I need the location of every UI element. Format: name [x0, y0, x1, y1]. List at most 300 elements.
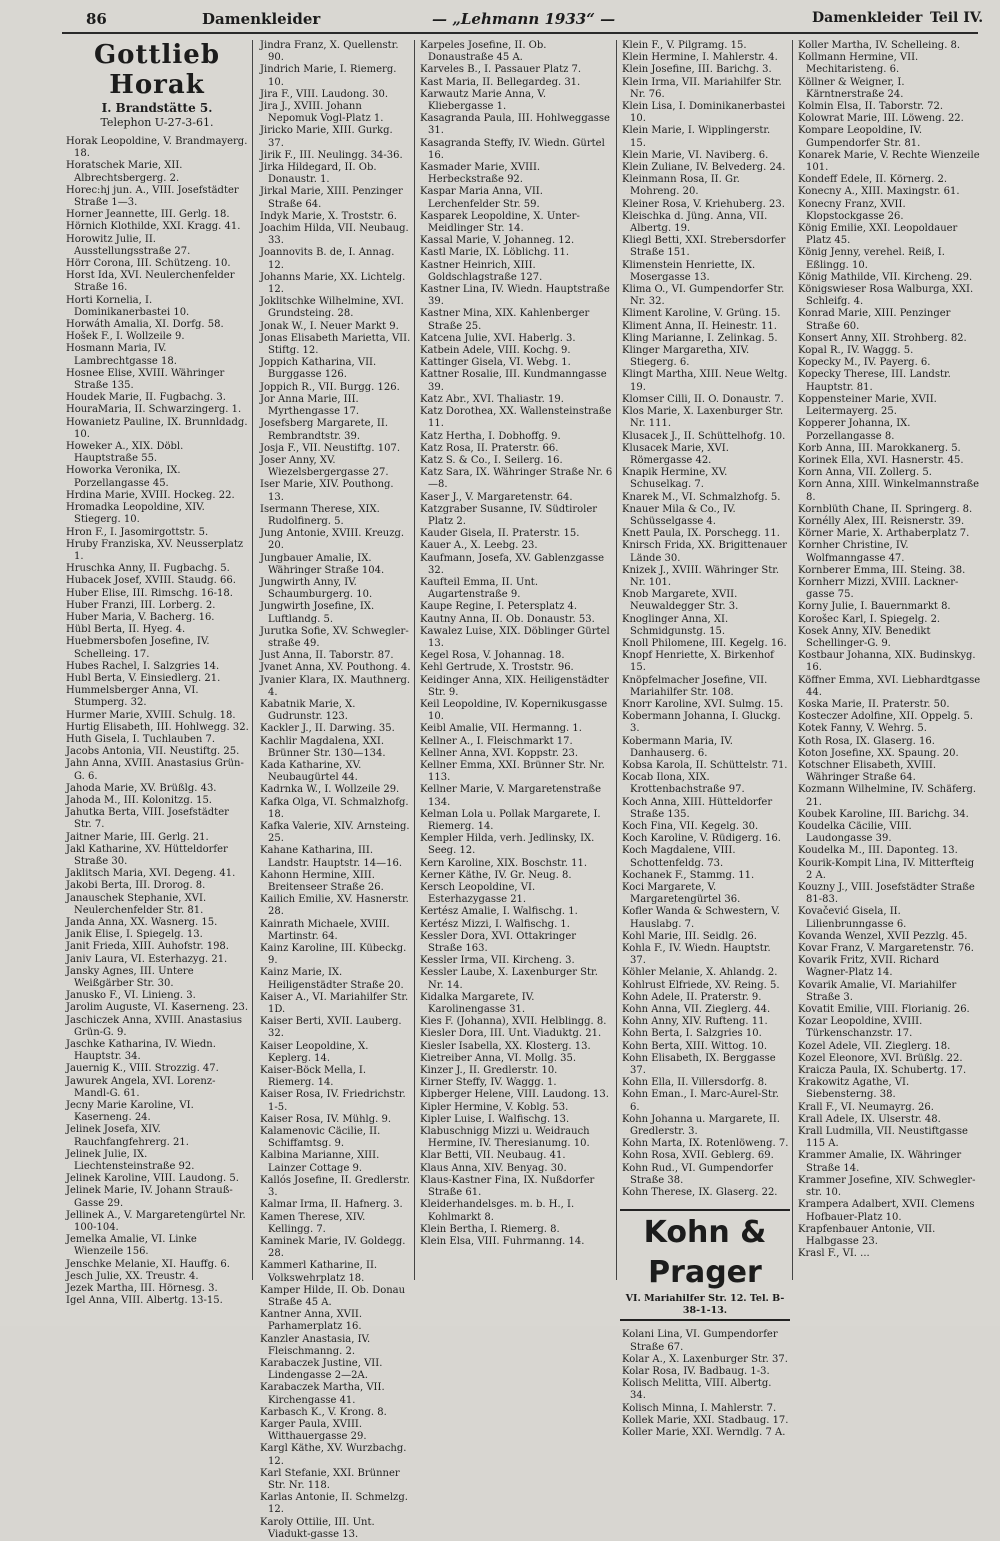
directory-entry: Hubes Rachel, I. Salzgries 14. [66, 660, 220, 672]
directory-entry: Just Anna, II. Taborstr. 87. [260, 650, 394, 662]
directory-entry: Karveles B., I. Passauer Platz 7. [420, 64, 582, 76]
directory-entry: Kada Katharine, XV. Neubaugürtel 44. [260, 759, 362, 784]
directory-entry: Kofler Wanda & Schwestern, V. Hauslabg. 7. [622, 906, 780, 930]
directory-entry: Jacobs Antonia, VII. Neustiftg. 25. [66, 746, 240, 758]
directory-entry: Jemelka Amalie, VI. Linke Wienzeile 156. [66, 1234, 197, 1258]
directory-entry: Kasparek Leopoldine, X. Unter-Meidlinger Str. 14. [420, 210, 580, 235]
directory-entry: König Jenny, verehel. Reiß, I. Eßlingg. 10. [798, 247, 945, 271]
directory-entry: Huber Franzi, III. Lorberg. 2. [66, 599, 216, 611]
directory-entry: Kast Maria, II. Bellegardeg. 31. [420, 76, 581, 88]
directory-entry: Kasmader Marie, XVIII. Herbeckstraße 92. [420, 162, 541, 186]
directory-entry: Kovar Franz, V. Margaretenstr. 76. [798, 943, 974, 955]
page-number: 86 [86, 10, 107, 28]
directory-entry: Kallós Josefine, II. Gredlerstr. 3. [260, 1174, 410, 1199]
directory-entry: Kern Karoline, XIX. Boschstr. 11. [420, 857, 588, 869]
directory-entry: Jindra Franz, X. Quellenstr. 90. [260, 40, 399, 64]
directory-entry: Klein Lisa, I. Dominikanerbastei 10. [622, 101, 786, 125]
directory-entry: Jenschke Melanie, XI. Hauffg. 6. [66, 1258, 230, 1270]
directory-entry: Jung Antonie, XVIII. Kreuzg. 20. [260, 528, 405, 552]
directory-entry: Horner Jeannette, III. Gerlg. 18. [66, 209, 230, 221]
directory-entry: Joser Anny, XV. Wiezelsbergergasse 27. [260, 454, 389, 479]
directory-entry: Krall Ludmilla, VII. Neustiftgasse 115 A. [798, 1126, 968, 1150]
directory-entry: Koci Margarete, V. Margaretengürtel 36. [622, 882, 741, 906]
directory-entry: Keil Leopoldine, IV. Kopernikusgasse 10. [420, 698, 608, 723]
directory-entry: Jauernig K., VIII. Strozzig. 47. [66, 1063, 219, 1075]
directory-entry: Josefsberg Margarete, II. Rembrandtstr. 39. [260, 418, 389, 442]
directory-entry: Kollmann Hermine, VII. Mechitaristeng. 6. [798, 52, 919, 76]
directory-entry: Kassal Marie, V. Johanneg. 12. [420, 235, 575, 247]
directory-entry: Kondeff Edele, II. Körnerg. 2. [798, 174, 948, 186]
directory-entry: Karger Paula, XVIII. Witthauergasse 29. [260, 1418, 367, 1443]
directory-entry: Krammer Josefine, XIV. Schwegler-str. 10. [798, 1174, 976, 1199]
directory-entry: Klingt Martha, XIII. Neue Weltg. 19. [622, 369, 788, 393]
directory-entry: Horowitz Julie, II. Ausstellungsstraße 27. [66, 233, 191, 257]
directory-entry: Klomser Cilli, II. O. Donaustr. 7. [622, 393, 784, 405]
directory-entry: Köllner & Weigner, I. Kärntnerstraße 24. [798, 76, 905, 100]
directory-entry: Kozel Eleonore, XVI. Brüßlg. 22. [798, 1052, 963, 1064]
directory-entry: Konecny A., XIII. Maxingstr. 61. [798, 186, 960, 198]
directory-entry: Kleinmann Rosa, II. Gr. Mohreng. 20. [622, 174, 740, 198]
directory-entry: Janauschek Stephanie, XVI. Neulerchenfelder Str. 81. [66, 892, 207, 916]
directory-entry: Kies F. (Johanna), XVII. Helblingg. 8. [420, 1016, 607, 1028]
directory-entry: Hosnee Elise, XVIII. Währinger Straße 135. [66, 367, 225, 392]
directory-entry: Koch Anna, XIII. Hütteldorfer Straße 135. [622, 796, 773, 820]
column-5 [794, 40, 984, 1280]
directory-entry: Jellinek A., V. Margaretengürtel Nr. 100-104. [66, 1209, 246, 1234]
directory-entry: Kantner Anna, XVII. Parhamerplatz 16. [260, 1309, 363, 1333]
directory-entry: Knöpfelmacher Josefine, VII. Mariahilfer Str. 108. [622, 674, 768, 698]
header-center-title: — „Lehmann 1933“ — [432, 10, 616, 28]
advertisement-kohn-prager [620, 1209, 790, 1321]
directory-entry: Kleiner Rosa, V. Kriehuberg. 23. [622, 198, 785, 210]
directory-entry: Karwautz Marie Anna, V. Kliebergasse 1. [420, 88, 546, 113]
directory-entry: Hurtig Elisabeth, III. Hohlwegg. 32. [66, 721, 249, 733]
directory-entry: Jaklitsch Maria, XVI. Degeng. 41. [66, 868, 236, 880]
directory-entry: Jvanet Anna, XV. Pouthong. 4. [260, 662, 411, 674]
directory-entry: Kolmin Elsa, II. Taborstr. 72. [798, 101, 944, 113]
directory-entry: Krall F., VI. Neumayrg. 26. [798, 1101, 934, 1113]
directory-entry: Jungwirth Anny, IV. Schaumburgerg. 10. [260, 576, 373, 601]
entry-list [618, 40, 792, 1199]
directory-entry: Janik Elise, I. Spiegelg. 13. [66, 929, 203, 941]
directory-entry: Krapfenbauer Antonie, VII. Halbgasse 23. [798, 1223, 936, 1247]
directory-entry: Knoglinger Anna, XI. Schmidgunstg. 15. [622, 613, 729, 637]
directory-entry: Kornherr Mizzi, XVIII. Lackner-gasse 75. [798, 576, 959, 601]
directory-entry: Kertész Amalie, I. Walfischg. 1. [420, 906, 578, 918]
directory-entry: Hrdina Marie, XVIII. Hockeg. 22. [66, 489, 235, 501]
directory-entry: Kastner Mina, XIX. Kahlenberger Straße 25. [420, 308, 590, 332]
directory-entry: Katz Rosa, II. Praterstr. 66. [420, 442, 559, 454]
directory-entry: Hromadka Leopoldine, XIV. Stiegerg. 10. [66, 502, 205, 526]
directory-entry: Kidalka Margarete, IV. Karolinengasse 31. [420, 991, 535, 1016]
directory-entry: Koton Josefine, XX. Spaung. 20. [798, 747, 959, 759]
directory-entry: Joppich Katharina, VII. Burggasse 126. [260, 357, 377, 381]
directory-entry: Kohn Adele, II. Praterstr. 9. [622, 991, 762, 1003]
directory-entry: Kahonn Hermine, XIII. Breitenseer Straße 26. [260, 869, 384, 894]
directory-entry: Jarolim Auguste, VI. Kaserneng. 23. [66, 1002, 249, 1014]
directory-entry: Jaschiczek Anna, XVIII. Anastasius Grün-G. 9. [66, 1014, 242, 1038]
directory-entry: Joppich R., VII. Burgg. 126. [260, 381, 400, 393]
directory-entry: Konrad Marie, XIII. Penzinger Straße 60. [798, 308, 951, 332]
directory-entry: Klein Josefine, III. Barichg. 3. [622, 64, 772, 76]
directory-entry: Kaiser Rosa, IV. Mühlg. 9. [260, 1113, 392, 1125]
directory-entry: Knopf Henriette, X. Birkenhof 15. [622, 650, 774, 674]
header-right-title: Damenkleider [812, 10, 923, 26]
directory-entry: Kourik-Kompit Lina, IV. Mitterfteig 2 A. [798, 857, 975, 881]
directory-entry: Katz S. & Co., I. Seilerg. 16. [420, 454, 563, 466]
directory-entry: Kornélly Alex, III. Reisnerstr. 39. [798, 515, 965, 527]
directory-entry: Kietreiber Anna, VI. Mollg. 35. [420, 1052, 577, 1064]
directory-entry: Koudelka Cäcilie, VIII. Laudongasse 39. [798, 821, 912, 845]
directory-entry: Jira J., XVIII. Johann Nepomuk Vogl-Platz 1. [260, 101, 384, 125]
directory-entry: Kainrath Michaele, XVIII. Martinstr. 64. [260, 918, 390, 942]
directory-entry: Jelinek Josefa, XIV. Rauchfangfehrerg. 21. [66, 1124, 189, 1148]
directory-entry: Koska Marie, II. Praterstr. 50. [798, 698, 950, 710]
directory-entry: Hübl Berta, II. Hyeg. 4. [66, 624, 186, 636]
directory-entry: Kammerl Katharine, II. Volkswehrplatz 18. [260, 1260, 378, 1284]
directory-entry: Knob Margarete, XVII. Neuwaldegger Str. 3. [622, 589, 739, 613]
directory-entry: Knizek J., XVIII. Währinger Str. Nr. 101. [622, 564, 780, 588]
directory-entry: Kohn Eman., I. Marc-Aurel-Str. 6. [622, 1089, 779, 1113]
directory-entry: Konarek Marie, V. Rechte Wienzeile 101. [798, 149, 980, 174]
entry-list [416, 40, 616, 1248]
directory-entry: Klein F., V. Pilgramg. 15. [622, 40, 747, 51]
directory-entry: Jelinek Karoline, VIII. Laudong. 5. [66, 1173, 239, 1185]
directory-entry: Klein Bertha, I. Riemerg. 8. [420, 1223, 560, 1235]
directory-entry: Howanietz Pauline, IX. Brunnldadg. 10. [66, 416, 248, 440]
directory-entry: Kobermann Johanna, I. Gluckg. 3. [622, 711, 781, 735]
entry-list [256, 40, 414, 1541]
directory-entry: Karl Stefanie, XXI. Brünner Str. Nr. 118. [260, 1467, 400, 1491]
directory-entry: Kersch Leopoldine, VI. Esterhazygasse 21. [420, 882, 536, 906]
directory-entry: Korinek Ella, XVI. Hasnerstr. 45. [798, 454, 964, 466]
directory-entry: Kovatit Emilie, VIII. Florianig. 26. [798, 1004, 970, 1016]
directory-entry: Kalbina Marianne, XIII. Lainzer Cottage 9. [260, 1150, 380, 1174]
directory-entry: Kipberger Helene, VIII. Laudong. 13. [420, 1089, 609, 1101]
directory-entry: Kellner Emma, XXI. Brünner Str. Nr. 113. [420, 759, 605, 784]
directory-entry: Klein Hermine, I. Mahlerstr. 4. [622, 52, 778, 64]
directory-entry: Jakl Katharine, XV. Hütteldorfer Straße 30. [66, 843, 228, 867]
directory-entry: Kasagranda Paula, III. Hohlweggasse 31. [420, 113, 610, 137]
directory-entry: Kolar A., X. Laxenburger Str. 37. [622, 1353, 788, 1365]
directory-entry: Korošec Karl, I. Spiegelg. 2. [798, 613, 941, 625]
directory-entry: Koch Fina, VII. Kegelg. 30. [622, 821, 759, 832]
directory-entry: Huber Maria, V. Bacherg. 16. [66, 611, 215, 623]
directory-entry: Joachim Hilda, VII. Neubaug. 33. [260, 223, 409, 247]
directory-entry: Kabatnik Marie, X. Gudrunstr. 123. [260, 698, 356, 723]
directory-entry: Katz Hertha, I. Dobhoffg. 9. [420, 430, 561, 442]
directory-entry: Jakobi Berta, III. Drorog. 8. [66, 880, 206, 892]
directory-entry: Katbein Adele, VIII. Kochg. 9. [420, 345, 571, 357]
directory-entry: Kohn Rosa, XVII. Geblerg. 69. [622, 1150, 774, 1162]
directory-entry: Keidinger Anna, XIX. Heiligenstädter Str. 9. [420, 674, 609, 698]
directory-entry: Katz Abr., XVI. Thaliastr. 19. [420, 393, 564, 405]
directory-entry: Karabaczek Justine, VII. Lindengasse 2—2A. [260, 1357, 383, 1382]
advertisement-gottlieb-horak [64, 40, 250, 130]
directory-entry: Kaiser-Böck Mella, I. Riemerg. 14. [260, 1065, 367, 1089]
directory-entry: Krall Adele, IX. Ulserstr. 48. [798, 1113, 941, 1125]
directory-entry: Knett Paula, IX. Porschegg. 11. [622, 528, 780, 540]
ad-phone: Telephon U-27-3-61. [100, 116, 214, 129]
directory-entry: Karpeles Josefine, II. Ob. Donaustraße 45 A. [420, 40, 547, 64]
directory-entry: Korny Julie, I. Bauernmarkt 8. [798, 601, 951, 613]
directory-entry: Jvanier Klara, IX. Mauthnerg. 4. [260, 674, 411, 698]
directory-entry: Kleiderhandelsges. m. b. H., I. Kohlmarkt 8. [420, 1199, 575, 1223]
directory-entry: Jonas Elisabeth Marietta, VII. Stiftg. 12. [260, 332, 411, 357]
directory-entry: Joannovits B. de, I. Annag. 12. [260, 247, 395, 271]
directory-entry: Kohn Anny, XIV. Rufteng. 11. [622, 1016, 768, 1028]
directory-entry: Kohn Johanna u. Margarete, II. Gredlerstr. 3. [622, 1113, 780, 1138]
directory-entry: Kolani Lina, VI. Gumpendorfer Straße 67. [622, 1329, 778, 1353]
directory-entry: Kerner Käthe, IV. Gr. Neug. 8. [420, 869, 572, 881]
directory-entry: Kolar Rosa, IV. Badbaug. 1-3. [622, 1365, 770, 1377]
directory-entry: Kaser J., V. Margaretenstr. 64. [420, 491, 573, 503]
directory-entry: Kaupe Regine, I. Petersplatz 4. [420, 601, 578, 613]
directory-entry: Kohn Anna, VII. Zieglerg. 44. [622, 1004, 771, 1016]
directory-entry: Kiesler Dora, III. Unt. Viaduktg. 21. [420, 1028, 602, 1040]
directory-entry: Kawalez Luise, XIX. Döblinger Gürtel 13. [420, 625, 610, 649]
directory-entry: Kohlrust Elfriede, XV. Reing. 5. [622, 979, 780, 991]
directory-entry: Knarek M., VI. Schmalzhofg. 5. [622, 491, 781, 503]
directory-entry: Koller Marie, XXI. Werndlg. 7 A. [622, 1426, 786, 1438]
directory-entry: Klar Betti, VII. Neubaug. 41. [420, 1150, 566, 1162]
directory-entry: Jindrich Marie, I. Riemerg. 10. [260, 64, 397, 88]
directory-entry: Jahoda Marie, XV. Brüßlg. 43. [66, 782, 217, 794]
directory-entry: Kellner Anna, XVI. Koppstr. 23. [420, 747, 579, 759]
directory-entry: Karbasch K., V. Krong. 8. [260, 1406, 387, 1418]
directory-entry: Kohl Marie, III. Seidlg. 26. [622, 930, 757, 942]
directory-entry: Hörnich Klothilde, XXI. Kragg. 41. [66, 221, 241, 233]
directory-entry: Hron F., I. Jasomirgottstr. 5. [66, 526, 209, 538]
page-header [62, 8, 984, 34]
directory-entry: Kopal R., IV. Waggg. 5. [798, 345, 914, 357]
directory-entry: Kafka Olga, VI. Schmalzhofg. 18. [260, 796, 409, 820]
directory-entry: Kovarik Fritz, XVII. Richard Wagner-Platz 14. [798, 955, 940, 979]
header-left-title: Damenkleider [202, 10, 321, 28]
directory-entry: Klein Marie, I. Wipplingerstr. 15. [622, 125, 771, 149]
directory-entry: Janda Anna, XX. Wasnerg. 15. [66, 917, 218, 928]
directory-entry: Koubek Karoline, III. Barichg. 34. [798, 808, 969, 820]
directory-entry: Kirner Steffy, IV. Waggg. 1. [420, 1077, 557, 1089]
directory-entry: Koppensteiner Marie, XVII. Leitermayerg. 25. [798, 393, 937, 418]
directory-entry: Kattinger Gisela, VI. Webg. 1. [420, 357, 571, 369]
directory-entry: Kiesler Isabella, XX. Klosterg. 13. [420, 1040, 591, 1052]
directory-entry: Huth Gisela, I. Tuchlauben 7. [66, 733, 216, 745]
directory-entry: Kleischka d. Jüng. Anna, VII. Albertg. 19. [622, 210, 768, 235]
directory-entry: Iser Marie, XIV. Pouthong. 13. [260, 479, 394, 503]
directory-entry: Jelinek Marie, IV. Johann Strauß-Gasse 29. [66, 1185, 233, 1209]
directory-entry: Koch Karoline, V. Rüdigerg. 16. [622, 833, 781, 845]
directory-entry: Krampera Adalbert, XVII. Clemens Hofbauer-Platz 10. [798, 1199, 975, 1223]
directory-entry: König Mathilde, VII. Kircheng. 29. [798, 271, 973, 283]
directory-entry: Klos Marie, X. Laxenburger Str. Nr. 111. [622, 406, 784, 430]
directory-entry: Horst Ida, XVI. Neulerchenfelder Straße 16. [66, 270, 235, 294]
directory-entry: Körner Marie, X. Arthaberplatz 7. [798, 528, 970, 540]
directory-entry: Jirkal Marie, XIII. Penzinger Straße 64. [260, 186, 403, 210]
directory-entry: Kainz Marie, IX. Heiligenstädter Straße 20. [260, 967, 404, 991]
directory-entry: Kainz Karoline, III. Kübeckg. 9. [260, 943, 407, 967]
directory-entry: Hosmann Maria, IV. Lambrechtgasse 18. [66, 343, 177, 367]
directory-entry: Kosteczer Adolfine, XII. Oppelg. 5. [798, 711, 974, 723]
directory-entry: Kegel Rosa, V. Johannag. 18. [420, 650, 565, 662]
directory-entry: Krammer Amalie, IX. Währinger Straße 14. [798, 1150, 962, 1174]
directory-entry: Klabuschnigg Mizzi u. Weidrauch Hermine, IV. Theresianumg. 10. [420, 1126, 590, 1150]
directory-entry: Jirik F., III. Neulingg. 34-36. [260, 149, 403, 161]
directory-entry: Kafka Valerie, XIV. Arnsteing. 25. [260, 821, 410, 845]
directory-entry: Janiv Laura, VI. Esterhazyg. 21. [66, 953, 228, 965]
directory-entry: Jonak W., I. Neuer Markt 9. [260, 320, 399, 332]
directory-entry: Kling Marianne, I. Zelinkag. 5. [622, 332, 778, 344]
directory-entry: Kohn Therese, IX. Glaserg. 22. [622, 1187, 778, 1199]
directory-entry: Klaus Anna, XIV. Benyag. 30. [420, 1162, 567, 1174]
directory-entry: Klima O., VI. Gumpendorfer Str. Nr. 32. [622, 284, 785, 308]
entry-list [618, 1329, 792, 1439]
directory-entry: Jesch Julie, XX. Treustr. 4. [66, 1270, 199, 1282]
directory-entry: Johanns Marie, XX. Lichtelg. 12. [260, 271, 406, 296]
directory-entry: Howeker A., XIX. Döbl. Hauptstraße 55. [66, 441, 184, 465]
directory-entry: Krasl F., VI. ... [798, 1248, 870, 1260]
entry-list [62, 136, 252, 1308]
directory-entry: Jawurek Angela, XVI. Lorenz-Mandl-G. 61. [66, 1075, 216, 1099]
directory-entry: Kohn Berta, XIII. Wittog. 10. [622, 1040, 768, 1052]
directory-entry: Kornblüth Chane, II. Springerg. 8. [798, 503, 973, 515]
directory-entry: Jaschke Katharina, IV. Wiedn. Hauptstr. 34. [66, 1039, 216, 1063]
directory-entry: Kotschner Elisabeth, XVIII. Währinger Straße 64. [798, 759, 937, 784]
directory-entry: Horatschek Marie, XII. Albrechtsbergerg. 2. [66, 160, 183, 184]
directory-entry: Klaus-Kastner Fina, IX. Nußdorfer Straße 61. [420, 1174, 595, 1199]
directory-entry: Kasagranda Steffy, IV. Wiedn. Gürtel 16. [420, 137, 605, 161]
directory-entry: Isermann Therese, XIX. Rudolfinerg. 5. [260, 503, 380, 527]
column-3 [416, 40, 617, 1280]
directory-entry: Hubacek Josef, XVIII. Staudg. 66. [66, 575, 236, 587]
directory-entry: Kehl Gertrude, X. Troststr. 96. [420, 662, 574, 674]
directory-entry: Jecny Marie Karoline, VI. Kaserneng. 24. [66, 1100, 194, 1124]
directory-entry: Keibl Amalie, VII. Hermanng. 1. [420, 723, 582, 735]
directory-entry: Knoll Philomene, III. Kegelg. 16. [622, 637, 787, 649]
directory-entry: Kornher Christine, IV. Wolfmanngasse 47. [798, 540, 909, 564]
directory-entry: Jungwirth Josefine, IX. Luftlandg. 5. [260, 601, 375, 625]
directory-entry: Kautny Anna, II. Ob. Donaustr. 53. [420, 613, 595, 625]
directory-entry: Kopperer Johanna, IX. Porzellangasse 8. [798, 418, 911, 442]
directory-entry: Jezek Martha, III. Hörnesg. 3. [66, 1283, 218, 1295]
directory-entry: Kellner Marie, V. Margaretenstraße 134. [420, 784, 602, 808]
directory-entry: Koller Martha, IV. Schelleing. 8. [798, 40, 961, 51]
directory-entry: Katzgraber Susanne, IV. Südtiroler Platz 2. [420, 503, 598, 527]
directory-entry: Kozmann Wilhelmine, IV. Schäferg. 21. [798, 784, 977, 808]
directory-entry: Kargl Käthe, XV. Wurzbachg. 12. [260, 1443, 407, 1467]
directory-entry: Kotek Fanny, V. Wehrg. 5. [798, 723, 927, 735]
directory-entry: Kaiser Rosa, IV. Friedrichstr. 1-5. [260, 1089, 406, 1113]
directory-entry: Kraicza Paula, IX. Schubertg. 17. [798, 1065, 967, 1077]
directory-entry: Kelman Lola u. Pollak Margarete, I. Riemerg. 14. [420, 808, 601, 832]
directory-entry: Horec:hj jun. A., VIII. Josefstädter Straße 1—3. [66, 184, 239, 209]
directory-entry: Jahoda M., III. Kolonitzg. 15. [66, 794, 212, 806]
directory-entry: Kaiser Leopoldine, X. Keplerg. 14. [260, 1040, 369, 1064]
directory-entry: Kaminek Marie, IV. Goldegg. 28. [260, 1235, 406, 1260]
directory-entry: Katcena Julie, XVI. Haberlg. 3. [420, 332, 576, 344]
directory-entry: Knapik Hermine, XV. Schuselkag. 7. [622, 467, 728, 491]
directory-entry: Janusko F., VI. Linieng. 3. [66, 990, 196, 1002]
directory-entry: Kovačević Gisela, II. Lilienbrunngasse 6. [798, 906, 907, 930]
directory-entry: Kalamenovic Cäcilie, II. Schiffamtsg. 9. [260, 1126, 381, 1150]
directory-entry: Klein Irma, VII. Mariahilfer Str. Nr. 76. [622, 76, 782, 100]
directory-entry: Kinzer J., II. Gredlerstr. 10. [420, 1065, 558, 1077]
directory-entry: Klein Elsa, VIII. Fuhrmanng. 14. [420, 1235, 585, 1247]
directory-entry: Kamper Hilde, II. Ob. Donau Straße 45 A. [260, 1284, 406, 1308]
directory-entry: Horwáth Amalia, XI. Dorfg. 58. [66, 319, 224, 331]
directory-entry: Knauer Mila & Co., IV. Schüsselgasse 4. [622, 503, 736, 527]
directory-entry: Kosek Anny, XIV. Benedikt Schellinger-G. 9. [798, 625, 931, 649]
directory-entry: Klimenstein Henriette, IX. Mosergasse 13. [622, 259, 756, 283]
directory-entry: Kaiser Berti, XVII. Lauberg. 32. [260, 1016, 402, 1040]
directory-entry: Knorr Karoline, XVI. Sulmg. 15. [622, 698, 784, 710]
directory-entry: Knirsch Frida, XX. Brigittenauer Lände 30. [622, 540, 787, 564]
directory-entry: Kochanek F., Stammg. 11. [622, 869, 755, 881]
directory-entry: Kastl Marie, IX. Löblichg. 11. [420, 247, 570, 259]
directory-entry: Hruschka Anny, II. Fugbachg. 5. [66, 563, 230, 575]
directory-entry: Krakowitz Agathe, VI. Siebensterng. 38. [798, 1077, 910, 1101]
directory-entry: Kailich Emilie, XV. Hasnerstr. 28. [260, 894, 409, 918]
directory-entry: Kamen Therese, XIV. Kellingg. 7. [260, 1211, 366, 1235]
directory-entry: Kipler Luise, I. Walfischg. 13. [420, 1113, 570, 1125]
directory-entry: Kohn Ella, II. Villersdorfg. 8. [622, 1077, 768, 1089]
directory-entry: Korn Anna, XIII. Winkelmannstraße 8. [798, 479, 980, 503]
directory-entry: Kessler Laube, X. Laxenburger Str. Nr. 14. [420, 967, 598, 991]
directory-entry: Kopecky Therese, III. Landstr. Hauptstr. 81. [798, 369, 951, 393]
directory-entry: Kornberer Emma, III. Steing. 38. [798, 564, 966, 576]
column-4 [618, 40, 793, 1438]
directory-entry: Kempler Hilda, verh. Jedlinsky, IX. Seeg. 12. [420, 833, 595, 857]
directory-entry: Kohn Elisabeth, IX. Berggasse 37. [622, 1052, 776, 1077]
header-part: Teil IV. [930, 10, 984, 26]
directory-entry: Kohn Marta, IX. Rotenlöweng. 7. [622, 1138, 789, 1150]
directory-entry: Hošek F., I. Wollzeile 9. [66, 331, 185, 343]
directory-entry: Kozel Adele, VII. Zieglerg. 18. [798, 1040, 951, 1052]
directory-entry: Korb Anna, III. Marokkanerg. 5. [798, 442, 961, 454]
directory-entry: Kopecky M., IV. Payerg. 6. [798, 357, 931, 369]
directory-entry: Jahn Anna, XVIII. Anastasius Grün-G. 6. [66, 758, 244, 782]
directory-entry: Kompare Leopoldine, IV. Gumpendorfer Str. 81. [798, 125, 923, 149]
directory-entry: Kollek Marie, XXI. Stadbaug. 17. [622, 1414, 789, 1426]
directory-entry: Koudelka M., III. Daponteg. 13. [798, 845, 958, 857]
directory-entry: Karoly Ottilie, III. Unt. Viadukt-gasse 13. [260, 1516, 375, 1540]
directory-entry: Hruby Franziska, XV. Neusserplatz 1. [66, 538, 244, 562]
directory-entry: Klein Marie, VI. Naviberg. 6. [622, 149, 769, 161]
directory-entry: Kessler Dora, XVI. Ottakringer Straße 163. [420, 930, 577, 955]
directory-entry: Kadrnka W., I. Wollzeile 29. [260, 784, 400, 796]
directory-entry: Kauder Gisela, II. Praterstr. 15. [420, 528, 580, 540]
directory-entry: Kellner A., I. Fleischmarkt 17. [420, 735, 573, 747]
directory-entry: Korn Anna, VII. Zollerg. 5. [798, 467, 932, 479]
directory-entry: Jor Anna Marie, III. Myrthengasse 17. [260, 393, 360, 418]
directory-entry: Huebmersbofen Josefine, IV. Schelleing. 17. [66, 636, 210, 660]
directory-entry: Kaiser A., VI. Mariahilfer Str. 1D. [260, 991, 409, 1016]
directory-entry: Kliment Karoline, V. Grüng. 15. [622, 308, 781, 320]
directory-entry: Kobsa Karola, II. Schüttelstr. 71. [622, 759, 788, 771]
directory-entry: Katz Sara, IX. Währinger Straße Nr. 6—8. [420, 467, 613, 491]
directory-entry: Kaufteil Emma, II. Unt. Augartenstraße 9. [420, 576, 538, 601]
directory-entry: Königswieser Rosa Walburga, XXI. Schleifg. 4. [798, 284, 974, 308]
ad-name: Gottlieb Horak [93, 40, 221, 100]
directory-entry: Klusacek Marie, XVI. Römergasse 42. [622, 442, 729, 466]
directory-entry: Jahutka Berta, VIII. Josefstädter Str. 7. [66, 807, 229, 831]
directory-entry: Horti Kornelia, I. Dominikanerbastei 10. [66, 294, 190, 318]
directory-entry: Jira F., VIII. Laudong. 30. [260, 88, 389, 100]
directory-entry: Kachlir Magdalena, XXI. Brünner Str. 130—134. [260, 735, 386, 759]
directory-entry: Kolisch Minna, I. Mahlerstr. 7. [622, 1402, 777, 1414]
directory-entry: Kaspar Maria Anna, VII. Lerchenfelder Str. 59. [420, 186, 543, 210]
ad-name: Kohn & Prager [643, 1215, 767, 1291]
